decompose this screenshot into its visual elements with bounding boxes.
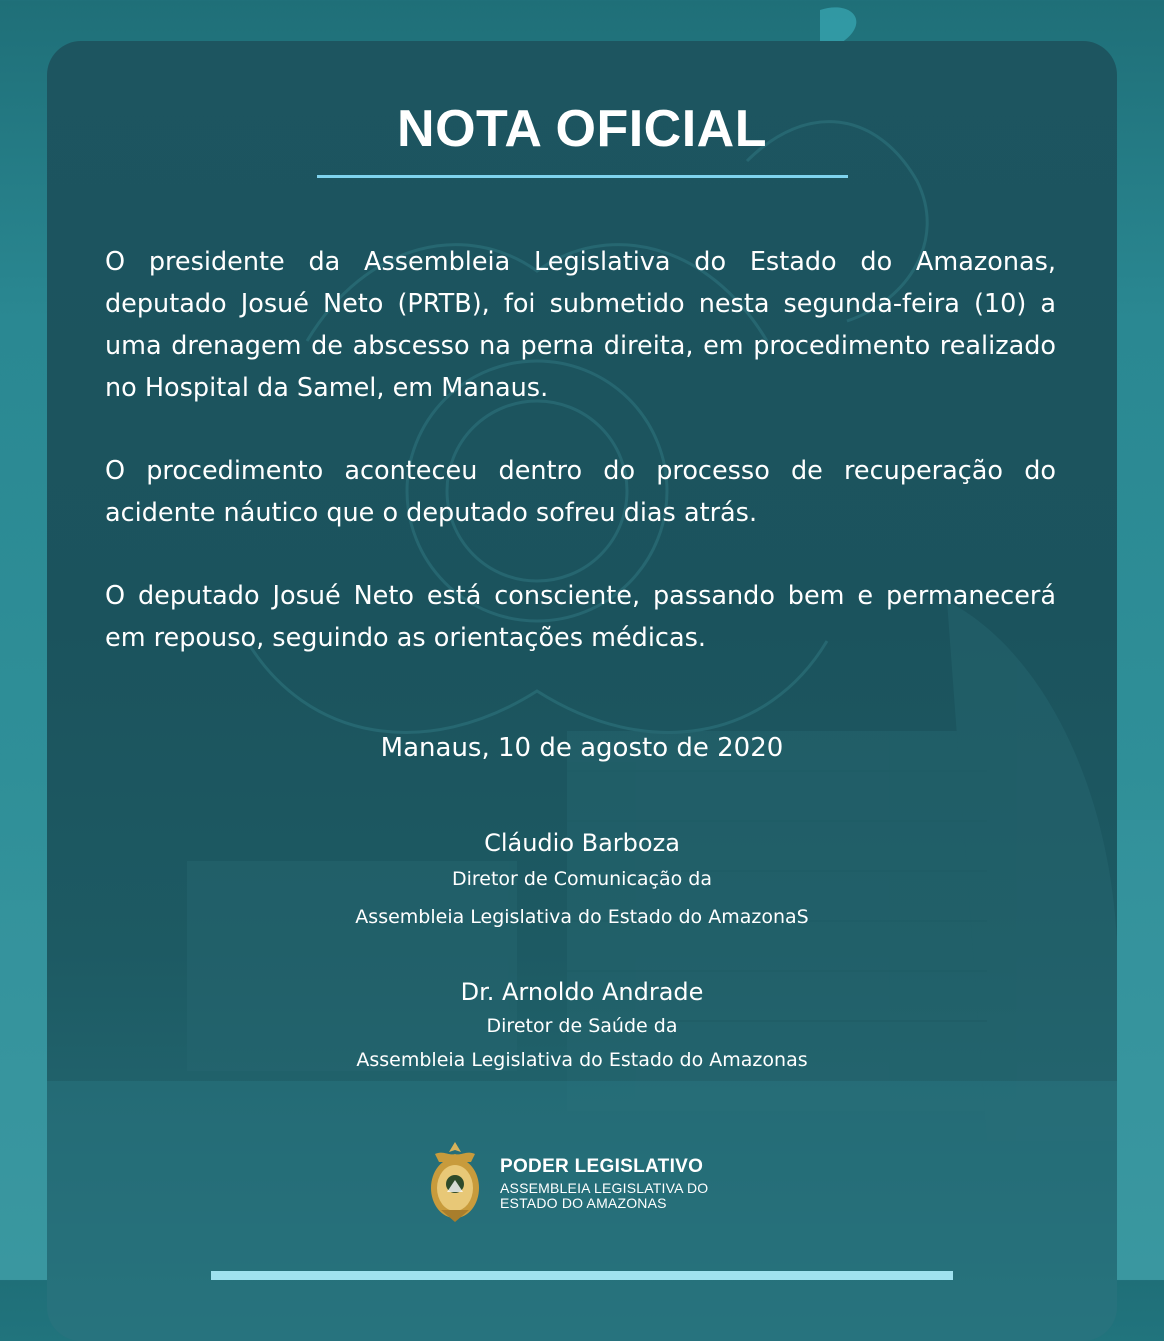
page-title: NOTA OFICIAL bbox=[397, 100, 767, 158]
footer-logo bbox=[427, 1136, 747, 1226]
paragraph: O presidente da Assembleia Legislativa do Estado do Amazonas, deputado Josué Neto (PRTB), foi submetido nesta segunda-feira (10) a uma drenagem de abscesso na perna direita, em procedimento realizado no Hospital da Samel, em Manaus. bbox=[105, 247, 1056, 403]
paragraph: O procedimento aconteceu dentro do processo de recuperação do acidente náutico que o deputado sofreu dias atrás. bbox=[105, 456, 1056, 528]
title-underline bbox=[317, 175, 848, 178]
signatory-role: Diretor de Comunicação da bbox=[451, 868, 713, 890]
logo-title: PODER LEGISLATIVO bbox=[500, 1156, 704, 1177]
signatory-institution: Assembleia Legislativa do Estado do AmazonaS bbox=[355, 906, 809, 928]
logo-subtitle bbox=[500, 1181, 708, 1211]
coat-of-arms-icon bbox=[427, 1140, 483, 1224]
signature-block bbox=[47, 826, 1117, 936]
note-card bbox=[47, 41, 1117, 1341]
logo-subtitle-line: ASSEMBLEIA LEGISLATIVA DO bbox=[500, 1180, 709, 1196]
paragraph: O deputado Josué Neto está consciente, passando bem e permanecerá em repouso, seguindo as orientações médicas. bbox=[105, 581, 1056, 653]
signatory-name: Cláudio Barboza bbox=[484, 829, 680, 857]
date-line: Manaus, 10 de agosto de 2020 bbox=[380, 733, 784, 763]
signatory-institution: Assembleia Legislativa do Estado do Amazonas bbox=[356, 1049, 808, 1071]
signatory-role: Diretor de Saúde da bbox=[486, 1015, 678, 1037]
note-body bbox=[105, 241, 1056, 700]
bottom-accent-bar bbox=[211, 1271, 953, 1280]
signature-block bbox=[47, 975, 1117, 1077]
logo-subtitle-line: ESTADO DO AMAZONAS bbox=[500, 1195, 667, 1211]
signatory-name: Dr. Arnoldo Andrade bbox=[460, 978, 704, 1006]
